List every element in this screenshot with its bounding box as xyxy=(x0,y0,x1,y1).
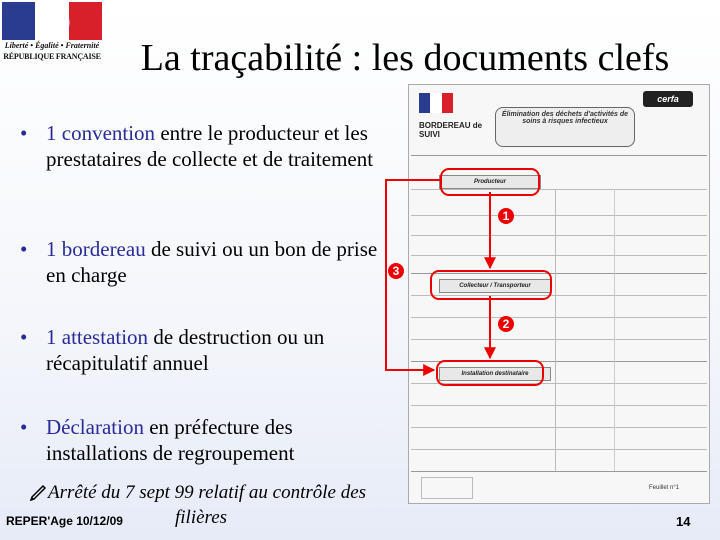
form-section-installation: Installation destinataire xyxy=(439,367,551,381)
bullet-highlight: Déclaration xyxy=(46,415,144,439)
cerfa-logo: cerfa xyxy=(643,91,693,107)
form-section-collecteur: Collecteur / Transporteur xyxy=(439,279,551,293)
form-bordereau-label: BORDEREAU de SUIVI xyxy=(419,121,483,139)
bullet-dot-icon: • xyxy=(20,121,28,145)
slide-title: La traçabilité : les documents clefs xyxy=(140,37,670,79)
logo-motto: Liberté • Égalité • Fraternité xyxy=(4,41,100,50)
bullet-highlight: 1 convention xyxy=(46,121,156,145)
form-heading: Élimination des déchets d'activités de soins à risques infectieux xyxy=(495,107,635,147)
footer-event: REPER'Age 10/12/09 xyxy=(6,514,123,528)
bullet-dot-icon: • xyxy=(20,325,28,349)
note-line-1: Arrêté du 7 sept 99 relatif au contrôle des xyxy=(48,482,367,503)
bullet-highlight: 1 attestation xyxy=(46,325,149,349)
page-number: 14 xyxy=(676,514,691,529)
badge-1: 1 xyxy=(498,208,514,224)
bullet-text: de destruction ou un récapitulatif annuel xyxy=(46,325,325,375)
bullet-text: entre le producteur et les prestataires de collecte et de traitement xyxy=(46,121,374,171)
form-footer: Feuillet n°1 xyxy=(649,485,680,491)
badge-2: 2 xyxy=(498,316,514,332)
note-line-2: filières xyxy=(175,507,228,528)
bullet-dot-icon: • xyxy=(20,415,28,439)
badge-3: 3 xyxy=(388,263,404,279)
bullet-dot-icon: • xyxy=(20,237,28,261)
bullet-text: de suivi ou un bon de prise en charge xyxy=(46,237,378,287)
logo-republic: RÉPUBLIQUE FRANÇAISE xyxy=(3,52,101,61)
bullet-highlight: 1 bordereau xyxy=(46,237,146,261)
bullet-text: en préfecture des installations de regroupement xyxy=(46,415,295,465)
form-section-producteur: Producteur xyxy=(439,175,541,189)
